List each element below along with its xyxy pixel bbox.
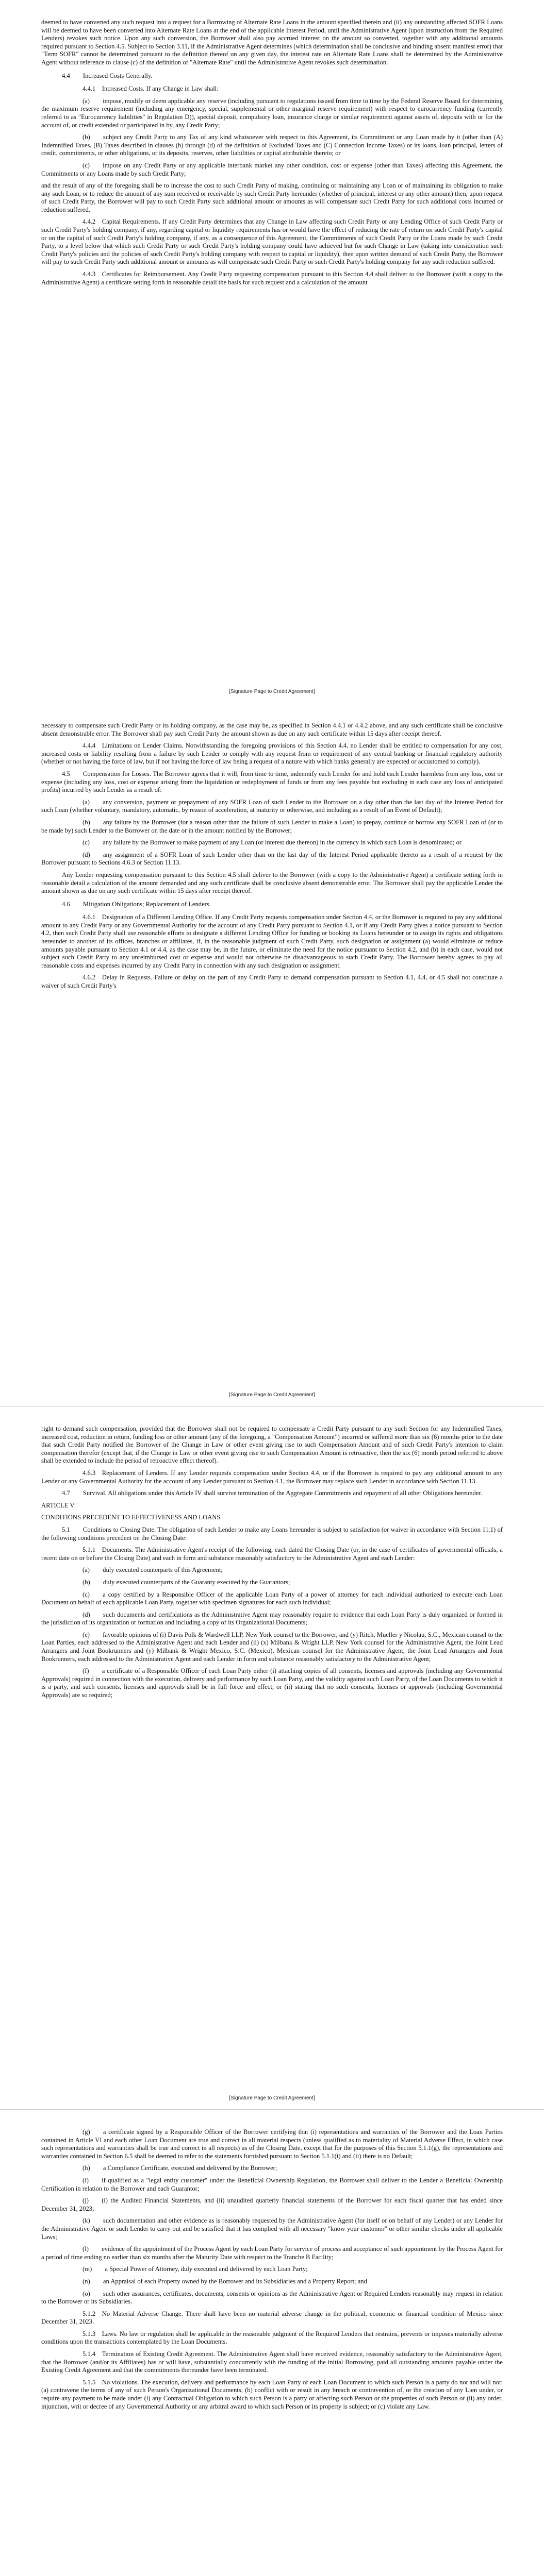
paragraph: (d) such documents and certifications as the Administrative Agent may reasonably require to evidence that each Loan Party is duly organized or formed in the jurisdiction of its organization or formation and including a copy of its Organizational Documents; [41, 1611, 503, 1626]
paragraph: 5.1.1 Documents. The Administrative Agent's receipt of the following, each dated the Closing Date (or, in the case of certificates of governmental officials, a recent date on or before the Closing Date) and each in form and substance reasonably satisfactory to the Administrative Agent and each Lender: [41, 1546, 503, 1562]
paragraph: deemed to have converted any such request into a request for a Borrowing of Alternate Rate Loans in the amount specified therein and (ii) any outstanding affected SOFR Loans will be deemed to have been converted into Alternate Rate Loans at the end of the applicable Interest Period, until the Administrative Agent (upon instruction from the Required Lenders) revokes such notice. Upon any such conversion, the Borrower shall also pay accrued interest on the amount so converted, together with any additional amounts required pursuant to Section 4.5. Subject to Section 3.11, if the Administrative Agent determines (which determination shall be conclusive and binding absent manifest error) that "Term SOFR" cannot be determined pursuant to the definition thereof on any given day, the interest rate on Alternate Rate Loans shall be determined by the Administrative Agent without reference to clause (c) of the definition of "Alternate Rate" until the Administrative Agent revokes such determination. [41, 19, 503, 66]
paragraph: 5.1 Conditions to Closing Date. The obligation of each Lender to make any Loans hereunder is subject to satisfaction (or waiver in accordance with Section 11.1) of the following conditions precedent on the Closing Date: [41, 1526, 503, 1541]
paragraph: (c) impose on any Credit Party or any applicable interbank market any other condition, cost or expense (other than Taxes) affecting this Agreement, the Commitments or any Loans made by such Credit Party; [41, 161, 503, 177]
paragraph: (h) a Compliance Certificate, executed and delivered by the Borrower; [83, 2164, 277, 2172]
paragraph: 4.4.1 Increased Costs. If any Change in Law shall: [83, 85, 219, 93]
paragraph: (m) a Special Power of Attorney, duly executed and delivered by each Loan Party; [83, 2265, 308, 2273]
paragraph: (a) any conversion, payment or prepayment of any SOFR Loan of such Lender to the Borrower on a day other than the last day of the Interest Period for such Loan (whether voluntary, mandatory, automatic, by reason of acceleration, at maturity or otherwise, and including as a result of an Event of Default); [41, 798, 503, 814]
paragraph: 4.5 Compensation for Losses. The Borrower agrees that it will, from time to time, indemnify each Lender for and hold each Lender harmless from any loss, cost or expense (including any loss, cost or expense arising from the liquidation or redeployment of funds or from any fees payable but excluding in each case any loss of anticipated profits) incurred by such Lender as a result of: [41, 770, 503, 794]
document-page [0, 0, 544, 703]
paragraph: (a) impose, modify or deem applicable any reserve (including pursuant to regulations issued from time to time by the Federal Reserve Board for determining the maximum reserve requirement (including any emergency, special, supplemental or other marginal reserve requirement) with respect to eurocurrency funding (currently referred to as "Eurocurrency liabilities" in Regulation D)), special deposit, compulsory loan, insurance charge or similar requirement against assets of, deposits with or for the account of, or credit extended or participated in by, any Credit Party; [41, 97, 503, 129]
paragraph: 4.6.1 Designation of a Different Lending Office. If any Credit Party requests compensation under Section 4.4, or the Borrower is required to pay any additional amount to any Credit Party or any Governmental Authority for the account of any Credit Party pursuant to Section 4.1, or if any Credit Party gives a notice pursuant to Section 4.2, then such Credit Party shall use reasonable efforts to designate a different Lending Office for funding or booking its Loans hereunder or to assign its rights and obligations hereunder to another of its offices, branches or affiliates, if, in the reasonable judgment of such Credit Party, such designation or assignment (a) would eliminate or reduce amounts payable pursuant to Section 4.1 or 4.4, as the case may be, in the future, or eliminate the need for the notice pursuant to Section 4.2, and (b) in each case, would not subject such Credit Party to any unreimbursed cost or expense and would not otherwise be disadvantageous to such Credit Party. The Borrower hereby agrees to pay all reasonable costs and expenses incurred by any Credit Party in connection with any such designation or assignment. [41, 913, 503, 969]
paragraph: (b) any failure by the Borrower (for a reason other than the failure of such Lender to make a Loan) to prepay, continue or borrow any SOFR Loan of (or to be made by) such Lender to the Borrower on the date or in the amount notified by the Borrower; [41, 818, 503, 834]
paragraph: (l) evidence of the appointment of the Process Agent by each Loan Party for service of process and acceptance of such appointment by the Process Agent for a period of time ending no earlier than six months after the Maturity Date with respect to the Tranche B Facility; [41, 2245, 503, 2261]
signature-page-footer: [Signature Page to Credit Agreement] [229, 2095, 315, 2101]
paragraph: Any Lender requesting compensation pursuant to this Section 4.5 shall deliver to the Borrower (with a copy to the Administrative Agent) a certificate setting forth in reasonable detail a calculation of the amount demanded and any such certificate shall be conclusive absent demonstrable error. The Borrower shall pay the applicable Lender the amount shown as due on any such certificate within 15 days after receipt thereof. [41, 871, 503, 895]
section-heading: 4.4 Increased Costs Generally. [62, 72, 153, 79]
paragraph: 4.4.2 Capital Requirements. If any Credit Party determines that any Change in Law affecting such Credit Party or any Lending Office of such Credit Party or such Credit Party's holding company, if any, regarding capital or liquidity requirements has or would have the effect of reducing the rate of return on such Credit Party's capital or on the capital of such Credit Party's holding company, if any, as a consequence of this Agreement, the Commitments of such Credit Party or the Loans made by such Credit Party, to a level below that which such Credit Party or such Credit Party's holding company could have achieved but for such Change in Law (taking into consideration such Credit Party's policies and the policies of such Credit Party's holding company with respect to capital or liquidity), then upon written demand of such Credit Party, the Borrower will pay to such Credit Party such additional amount or amounts as will compensate such Credit Party or such Credit Party's holding company for any such reduction suffered. [41, 218, 503, 266]
paragraph: 5.1.4 Termination of Existing Credit Agreement. The Administrative Agent shall have received evidence, reasonably satisfactory to the Administrative Agent, that the Borrower (and/or its Affiliates) has or will have, substantially concurrently with the funding of the initial Borrowing, paid all outstanding amounts payable under the Existing Credit Agreement and that the commitments thereunder have been terminated. [41, 2350, 503, 2374]
paragraph: (e) favorable opinions of (i) Davis Polk & Wardwell LLP, New York counsel to the Borrower, and (y) Ritch, Mueller y Nicolau, S.C., Mexican counsel to the Loan Parties, each addressed to the Administrative Agent and each Lender and (ii) (x) Milbank & Wright LLP, New York counsel for the Administrative Agent, the Joint Lead Arrangers and Joint Bookrunners and (y) Milbank & Wright Mexico, S.C. (Mexico), Mexican counsel for the Administrative Agent, the Joint Lead Arrangers and Joint Bookrunners, each addressed to the Administrative Agent and each Lender in form and substance reasonably satisfactory to the Administrative Agent; [41, 1631, 503, 1663]
signature-page-footer: [Signature Page to Credit Agreement] [229, 1392, 315, 1398]
paragraph: necessary to compensate such Credit Party or its holding company, as the case may be, as specified in Section 4.4.1 or 4.4.2 above, and any such certificate shall be conclusive absent demonstrable error. The Borrower shall pay such Credit Party the amount shown as due on any such certificate within 15 days after receipt thereof. [41, 722, 503, 737]
paragraph: (n) an Appraisal of each Property owned by the Borrower and its Subsidiaries and a Property Report; and [83, 2277, 367, 2285]
section-heading: 4.6 Mitigation Obligations; Replacement of Lenders. [62, 900, 211, 908]
paragraph: right to demand such compensation, provided that the Borrower shall not be required to compensate a Credit Party pursuant to any such Section for any Indemnified Taxes, increased cost, reduction in return, funding loss or other amount (any of the foregoing, a "Compensation Amount") incurred or suffered more than six (6) months prior to the date that such Credit Party notified the Borrower of the Change in Law or other event giving rise to such Compensation Amount and of such Credit Party's intention to claim compensation therefor (except that, if the Change in Law or other event giving rise to such Compensation Amount is retroactive, then the six (6) month period referred to above shall be extended to include the period of retroactive effect thereof). [41, 1425, 503, 1465]
document-page [0, 2110, 544, 2576]
paragraph: (c) a copy certified by a Responsible Officer of the applicable Loan Party of a power of attorney for each individual authorized to execute each Loan Document on behalf of each applicable Loan Party, together with specimen signatures for each such individual; [41, 1590, 503, 1606]
paragraph: (o) such other assurances, certificates, documents, consents or opinions as the Administrative Agent or Required Lenders reasonably may request in relation to the Borrower or its Subsidiaries. [41, 2290, 503, 2306]
paragraph: (j) (i) the Audited Financial Statements, and (ii) unaudited quarterly financial statements of the Borrower for each fiscal quarter that has ended since December 31, 2023; [41, 2197, 503, 2212]
paragraph: (i) if qualified as a "legal entity customer" under the Beneficial Ownership Regulation, the Borrower shall deliver to the Lender a Beneficial Ownership Certification in relation to the Borrower and each Guarantor; [41, 2176, 503, 2192]
document-page [0, 1406, 544, 2110]
paragraph: (b) duly executed counterparts of the Guaranty executed by the Guarantors; [83, 1578, 290, 1586]
paragraph: 5.1.5 No violations. The execution, delivery and performance by each Loan Party of each Loan Document to which such Person is a party do not and will not: (a) contravene the terms of any of such Person's Organizational Documents; (b) conflict with or result in any breach or contravention of, or the creation of any Lien under, or require any payment to be made under (i) any Contractual Obligation to which such Person is a party or affecting such Person or the properties of such Person or (ii) any order, injunction, writ or decree of any Governmental Authority or any arbitral award to which such Person or its property is subject; or (c) violate any Law. [41, 2378, 503, 2410]
paragraph: (k) such documentation and other evidence as is reasonably requested by the Administrative Agent (for itself or on behalf of any Lender) or any Lender for the Administrative Agent or such Lender to carry out and be satisfied that it has complied with all necessary "know your customer" or other similar checks under all applicable Laws; [41, 2217, 503, 2241]
paragraph: 4.6.2 Delay in Requests. Failure or delay on the part of any Credit Party to demand compensation pursuant to Section 4.1, 4.4, or 4.5 shall not constitute a waiver of such Credit Party's [41, 974, 503, 990]
paragraph: (a) duly executed counterparts of this Agreement; [83, 1566, 223, 1574]
paragraph: 4.7 Survival. All obligations under this Article IV shall survive termination of the Aggregate Commitments and repayment of all other Obligations hereunder. [62, 1489, 483, 1497]
document-page [0, 703, 544, 1406]
paragraph: (b) subject any Credit Party to any Tax of any kind whatsoever with respect to this Agreement, its Commitment or any Loan made by it (other than (A) Indemnified Taxes, (B) Taxes described in clauses (b) through (d) of the definition of Excluded Taxes and (C) Connection Income Taxes) or its loans, loan principal, letters of credit, commitments, or other obligations, or its deposits, reserves, other liabilities or capital attributable thereto; or [41, 133, 503, 157]
paragraph: (d) any assignment of a SOFR Loan of such Lender other than on the last day of the Interest Period applicable thereto as a result of a request by the Borrower pursuant to Sections 4.6.3 or Section 11.13. [41, 851, 503, 867]
paragraph: (g) a certificate signed by a Responsible Officer of the Borrower certifying that (i) representations and warranties of the Borrower and the Loan Parties contained in Article VI and each other Loan Document are true and correct in all material respects (unless qualified as to materiality of Material Adverse Effect, in which case such representations and warranties shall be true and correct in all respects) as of the Closing Date, except that for the purposes of this Section 5.1.1(g), the representations and warranties contained in Section 6.5 shall be deemed to refer to the statements furnished pursuant to Section 5.1.1(i) and (ii) there is no Default; [41, 2128, 503, 2160]
section-heading: CONDITIONS PRECEDENT TO EFFECTIVENESS AND LOANS [41, 1514, 221, 1521]
paragraph: 4.4.4 Limitations on Lender Claims. Notwithstanding the foregoing provisions of this Section 4.4, no Lender shall be entitled to compensation for any cost, increased costs or liability resulting from a failure by such Lender to comply with any request from or requirement of any central banking or financial regulatory authority (whether or not having the force of law, but if not having the force of law being a request of a nature with which banks generally are expected or accustomed to comply). [41, 742, 503, 766]
paragraph: 4.4.3 Certificates for Reimbursement. Any Credit Party requesting compensation pursuant to this Section 4.4 shall deliver to the Borrower (with a copy to the Administrative Agent) a certificate setting forth in reasonable detail the basis for such request and a calculation of the amount [41, 270, 503, 286]
paragraph: (f) a certificate of a Responsible Officer of each Loan Party either (i) attaching copies of all consents, licenses and approvals (including any Governmental Approvals) required in connection with the execution, delivery and performance by such Loan Party, and the validity against such Loan Party, of the Loan Documents to which it is a party, and such consents, licenses and approvals shall be in full force and effect, or (ii) stating that no such consents, licenses or approvals (including Governmental Approvals) are so required; [41, 1667, 503, 1699]
paragraph: 5.1.3 Laws. No law or regulation shall be applicable in the reasonable judgment of the Required Lenders that restrains, prevents or imposes materially adverse conditions upon the transactions contemplated by the Loan Documents. [41, 2330, 503, 2346]
paragraph: (c) any failure by the Borrower to make payment of any Loan (or interest due thereon) in the currency in which such Loan is denominated; or [83, 839, 462, 846]
paragraph: 4.6.3 Replacement of Lenders. If any Lender requests compensation under Section 4.4, or if the Borrower is required to pay any additional amount to any Lender or any Governmental Authority for the account of any Lender pursuant to Section 4.1, the Borrower may replace such Lender in accordance with Section 11.13. [41, 1469, 503, 1485]
signature-page-footer: [Signature Page to Credit Agreement] [229, 689, 315, 694]
paragraph: and the result of any of the foregoing shall be to increase the cost to such Credit Party of making, continuing or maintaining any Loan or of maintaining its obligation to make any such Loan, or to reduce the amount of any sum received or receivable by such Credit Party hereunder (whether of principal, interest or any other amount) then, upon request of such Credit Party, the Borrower will pay to such Credit Party such additional amount or amounts as will compensate such Credit Party for such additional costs incurred or reduction suffered. [41, 182, 503, 213]
section-heading: ARTICLE V [41, 1501, 75, 1509]
paragraph: 5.1.2 No Material Adverse Change. There shall have been no material adverse change in the political, economic or financial condition of Mexico since December 31, 2023. [41, 2310, 503, 2326]
